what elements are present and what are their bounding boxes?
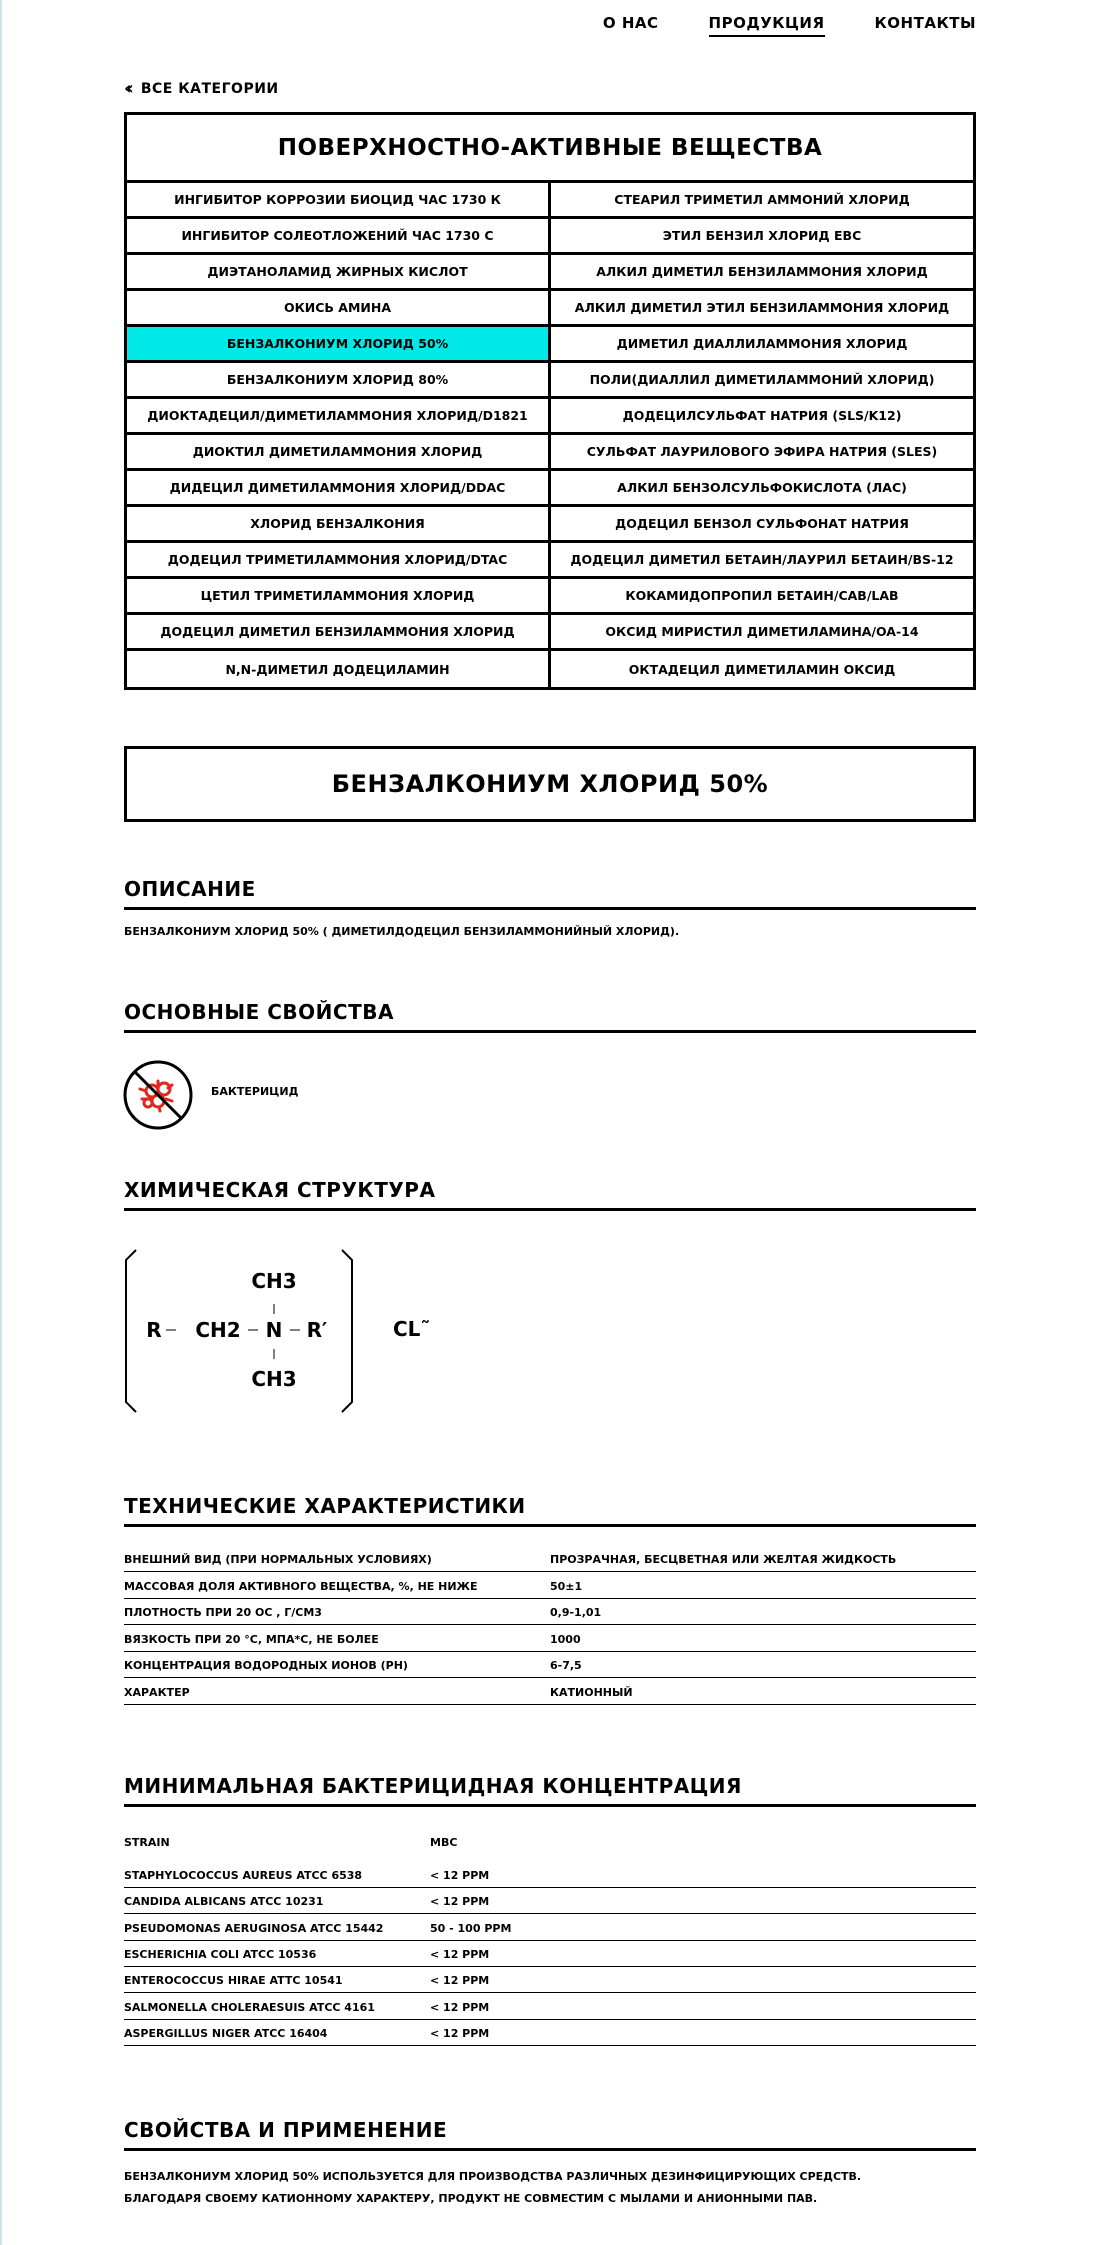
- mbc-row: [124, 2020, 976, 2046]
- tech-row: [124, 1599, 976, 1625]
- mbc-row: [124, 1915, 976, 1941]
- nav-contacts-link[interactable]: КОНТАКТЫ: [874, 14, 976, 32]
- tech-param-name: ВНЕШНИЙ ВИД (ПРИ НОРМАЛЬНЫХ УСЛОВИЯХ): [124, 1553, 432, 1566]
- mbc-row: [124, 1888, 976, 1914]
- all-categories-link[interactable]: [124, 78, 279, 99]
- category-item[interactable]: ОКСИД МИРИСТИЛ ДИМЕТИЛАМИНА/OA-14: [551, 615, 973, 651]
- description-heading: ОПИСАНИЕ: [124, 877, 976, 910]
- strain-name: STAPHYLOCOCCUS AUREUS ATCC 6538: [124, 1869, 363, 1882]
- tech-heading: ТЕХНИЧЕСКИЕ ХАРАКТЕРИСТИКИ: [124, 1494, 976, 1527]
- structure-heading: ХИМИЧЕСКАЯ СТРУКТУРА: [124, 1178, 976, 1211]
- category-item[interactable]: ДОДЕЦИЛ ТРИМЕТИЛАММОНИЯ ХЛОРИД/DTAC: [127, 543, 551, 579]
- mbc-value: < 12 PPM: [430, 1869, 490, 1882]
- mbc-column-header: MBC: [430, 1836, 458, 1849]
- category-item[interactable]: БЕНЗАЛКОНИУМ ХЛОРИД 80%: [127, 363, 551, 399]
- category-item[interactable]: ИНГИБИТОР СОЛЕОТЛОЖЕНИЙ ЧАС 1730 С: [127, 219, 551, 255]
- category-item[interactable]: АЛКИЛ ДИМЕТИЛ ЭТИЛ БЕНЗИЛАММОНИЯ ХЛОРИД: [551, 291, 973, 327]
- usage-heading: СВОЙСТВА И ПРИМЕНЕНИЕ: [124, 2118, 976, 2151]
- category-item[interactable]: СТЕАРИЛ ТРИМЕТИЛ АММОНИЙ ХЛОРИД: [551, 183, 973, 219]
- tech-param-value: 0,9-1,01: [550, 1606, 602, 1619]
- category-item[interactable]: ХЛОРИД БЕНЗАЛКОНИЯ: [127, 507, 551, 543]
- category-item[interactable]: ОКТАДЕЦИЛ ДИМЕТИЛАМИН ОКСИД: [628, 661, 896, 677]
- mbc-value: 50 - 100 PPM: [430, 1921, 512, 1935]
- tech-row: [124, 1546, 976, 1572]
- category-item[interactable]: АЛКИЛ БЕНЗОЛСУЛЬФОКИСЛОТА (ЛАС): [551, 471, 973, 507]
- category-item[interactable]: ЦЕТИЛ ТРИМЕТИЛАММОНИЯ ХЛОРИД: [127, 579, 551, 615]
- strain-name: ESCHERICHIA COLI ATCC 10536: [124, 1947, 317, 1961]
- double-chevron-left-icon: ‹‹: [124, 78, 129, 99]
- category-item[interactable]: ПОЛИ(ДИАЛЛИЛ ДИМЕТИЛАММОНИЙ ХЛОРИД): [551, 363, 973, 399]
- nav-about-link[interactable]: О НАС: [602, 14, 659, 32]
- left-bracket: [126, 1250, 136, 1412]
- tech-param-name: ХАРАКТЕР: [124, 1685, 190, 1699]
- product-title: БЕНЗАЛКОНИУМ ХЛОРИД 50%: [124, 746, 976, 822]
- category-item[interactable]: ДОДЕЦИЛСУЛЬФАТ НАТРИЯ (SLS/K12): [551, 399, 973, 435]
- category-item[interactable]: ЭТИЛ БЕНЗИЛ ХЛОРИД EBC: [551, 219, 973, 255]
- no-bacteria-icon: [122, 1059, 194, 1131]
- category-item[interactable]: СУЛЬФАТ ЛАУРИЛОВОГО ЭФИРА НАТРИЯ (SLES): [551, 435, 973, 471]
- strain-name: SALMONELLA CHOLERAESUIS ATCC 4161: [124, 2000, 375, 2014]
- tech-row: [124, 1626, 976, 1652]
- category-item[interactable]: КОКАМИДОПРОПИЛ БЕТАИН/CAB/LAB: [551, 579, 973, 615]
- r-group: R: [146, 1318, 162, 1342]
- category-item[interactable]: ДИОКТАДЕЦИЛ/ДИМЕТИЛАММОНИЯ ХЛОРИД/D1821: [127, 399, 551, 435]
- mbc-value: < 12 PPM: [430, 1947, 490, 1961]
- property-label: БАКТЕРИЦИД: [211, 1085, 299, 1098]
- usage-line-2: БЛАГОДАРЯ СВОЕМУ КАТИОННОМУ ХАРАКТЕРУ, ПРОДУКТ НЕ СОВМЕСТИМ С МЫЛАМИ И АНИОННЫМИ ПАВ.: [124, 2192, 818, 2205]
- right-bracket: [342, 1250, 352, 1412]
- mbc-row: [124, 1994, 976, 2020]
- tech-param-name: ПЛОТНОСТЬ ПРИ 20 ОС , Г/СМ3: [124, 1606, 322, 1619]
- category-grid: [127, 183, 973, 687]
- tech-row: [124, 1573, 976, 1599]
- methyl-bottom: CH3: [251, 1367, 297, 1391]
- mbc-row: [124, 1967, 976, 1993]
- strain-column-header: STRAIN: [124, 1836, 170, 1849]
- nav-products-link[interactable]: ПРОДУКЦИЯ: [709, 14, 825, 37]
- tech-param-value: 1000: [550, 1632, 581, 1646]
- nitrogen: N: [265, 1318, 283, 1342]
- strain-name: ENTEROCOCCUS HIRAE ATTC 10541: [124, 1974, 343, 1988]
- category-item[interactable]: ДИМЕТИЛ ДИАЛЛИЛАММОНИЯ ХЛОРИД: [551, 327, 973, 363]
- mbc-row: [124, 1862, 976, 1888]
- category-item[interactable]: ДОДЕЦИЛ ДИМЕТИЛ БЕТАИН/ЛАУРИЛ БЕТАИН/BS-12: [551, 543, 973, 579]
- r-prime-group: R′: [306, 1318, 328, 1342]
- tech-param-name: КОНЦЕНТРАЦИЯ ВОДОРОДНЫХ ИОНОВ (PH): [124, 1659, 408, 1672]
- category-title: ПОВЕРХНОСТНО-АКТИВНЫЕ ВЕЩЕСТВА: [127, 115, 973, 183]
- chloride-anion: CL˜: [393, 1317, 431, 1341]
- tech-param-value: 50±1: [550, 1579, 583, 1593]
- description-text: БЕНЗАЛКОНИУМ ХЛОРИД 50% ( ДИМЕТИЛДОДЕЦИЛ БЕНЗИЛАММОНИЙНЫЙ ХЛОРИД).: [124, 925, 680, 938]
- category-item[interactable]: ДИЭТАНОЛАМИД ЖИРНЫХ КИСЛОТ: [127, 255, 551, 291]
- ch2-group: CH2: [195, 1318, 241, 1342]
- category-item[interactable]: ИНГИБИТОР КОРРОЗИИ БИОЦИД ЧАС 1730 К: [127, 183, 551, 219]
- tech-param-name: ВЯЗКОСТЬ ПРИ 20 °С, МПА*С, НЕ БОЛЕЕ: [124, 1632, 379, 1646]
- all-categories-label: ВСЕ КАТЕГОРИИ: [140, 81, 279, 97]
- category-item[interactable]: ДИОКТИЛ ДИМЕТИЛАММОНИЯ ХЛОРИД: [127, 435, 551, 471]
- methyl-top: CH3: [251, 1269, 297, 1293]
- properties-heading: ОСНОВНЫЕ СВОЙСТВА: [124, 1000, 976, 1033]
- tech-param-value: ПРОЗРАЧНАЯ, БЕСЦВЕТНАЯ ИЛИ ЖЕЛТАЯ ЖИДКОСТЬ: [550, 1553, 897, 1566]
- category-item[interactable]: ДИДЕЦИЛ ДИМЕТИЛАММОНИЯ ХЛОРИД/DDAC: [127, 471, 551, 507]
- tech-row: [124, 1652, 976, 1678]
- category-item[interactable]: ДОДЕЦИЛ БЕНЗОЛ СУЛЬФОНАТ НАТРИЯ: [551, 507, 973, 543]
- tech-param-name: МАССОВАЯ ДОЛЯ АКТИВНОГО ВЕЩЕСТВА, %, НЕ НИЖЕ: [124, 1579, 478, 1593]
- category-item[interactable]: АЛКИЛ ДИМЕТИЛ БЕНЗИЛАММОНИЯ ХЛОРИД: [551, 255, 973, 291]
- mbc-value: < 12 PPM: [430, 2000, 490, 2014]
- top-nav: [603, 14, 976, 37]
- tech-row: [124, 1679, 976, 1705]
- category-item[interactable]: ДОДЕЦИЛ ДИМЕТИЛ БЕНЗИЛАММОНИЯ ХЛОРИД: [127, 615, 551, 651]
- usage-line-1: БЕНЗАЛКОНИУМ ХЛОРИД 50% ИСПОЛЬЗУЕТСЯ ДЛЯ ПРОИЗВОДСТВА РАЗЛИЧНЫХ ДЕЗИНФИЦИРУЮЩИХ СРЕДСТВ.: [124, 2170, 862, 2183]
- tech-param-value: КАТИОННЫЙ: [550, 1685, 633, 1699]
- mbc-value: < 12 PPM: [430, 1974, 490, 1988]
- mbc-value: < 12 PPM: [430, 2026, 490, 2040]
- category-item[interactable]: БЕНЗАЛКОНИУМ ХЛОРИД 50%: [127, 327, 551, 363]
- strain-name: PSEUDOMONAS AERUGINOSA ATCC 15442: [124, 1921, 384, 1935]
- mbc-row: [124, 1941, 976, 1967]
- category-item[interactable]: N,N-ДИМЕТИЛ ДОДЕЦИЛАМИН: [127, 651, 551, 687]
- mbc-heading: МИНИМАЛЬНАЯ БАКТЕРИЦИДНАЯ КОНЦЕНТРАЦИЯ: [124, 1774, 976, 1807]
- strain-name: ASPERGILLUS NIGER ATCC 16404: [124, 2026, 328, 2040]
- page-edge: [0, 0, 2, 2245]
- category-item[interactable]: ОКИСЬ АМИНА: [127, 291, 551, 327]
- strain-name: CANDIDA ALBICANS ATCC 10231: [124, 1895, 324, 1909]
- category-table: [124, 112, 976, 690]
- tech-param-value: 6-7,5: [550, 1659, 582, 1672]
- mbc-value: < 12 PPM: [430, 1895, 490, 1909]
